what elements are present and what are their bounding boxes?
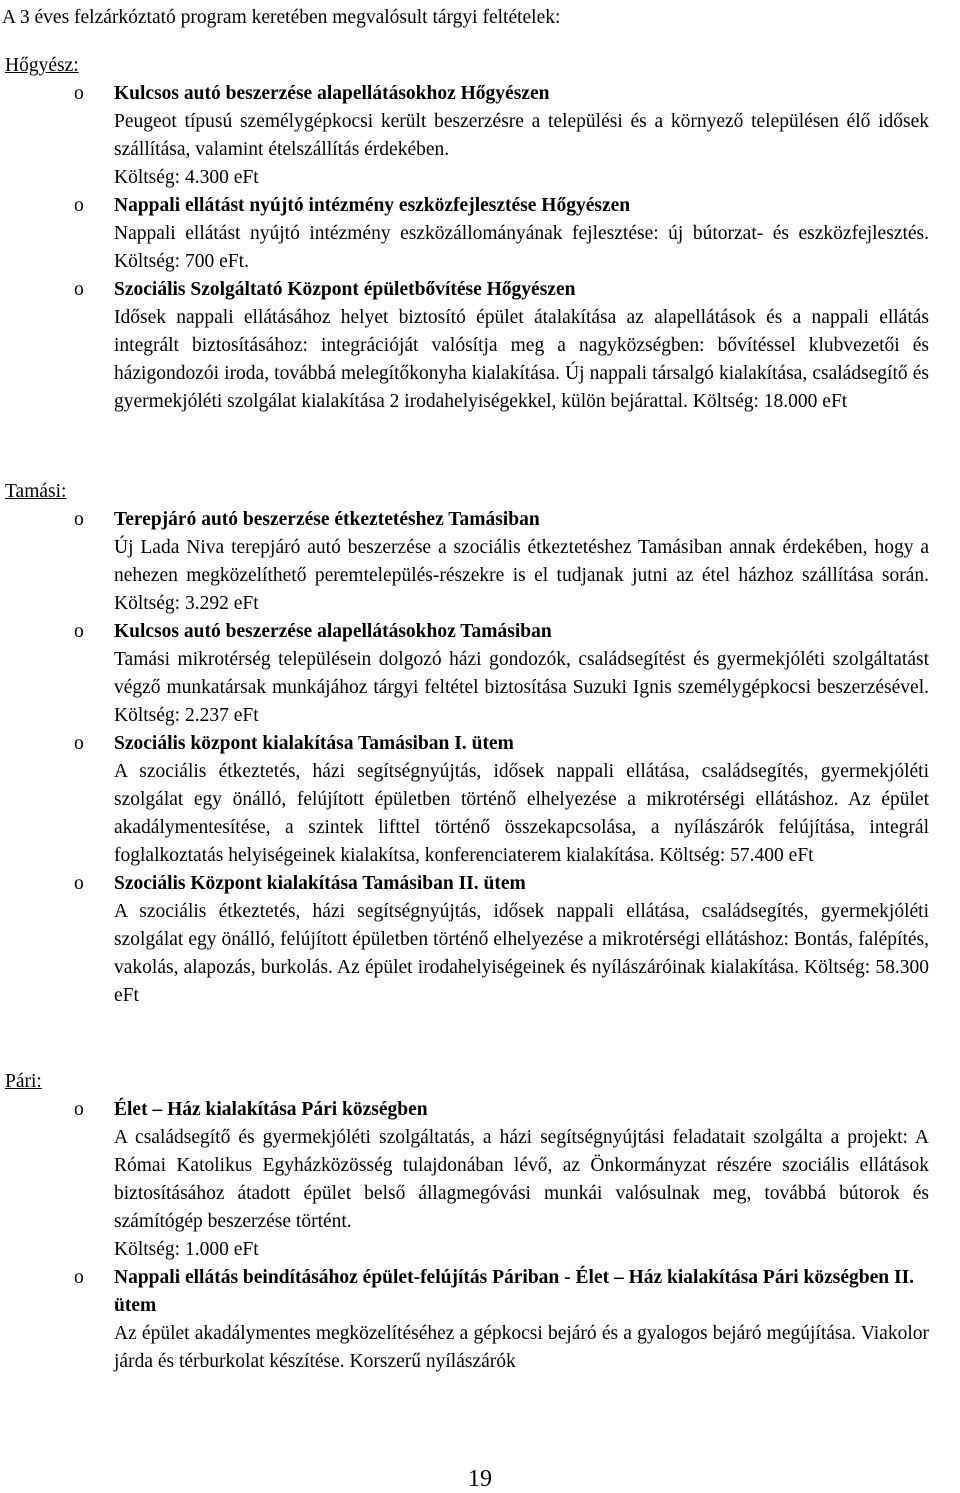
item-title: Szociális Szolgáltató Központ épületbővítése Hőgyészen bbox=[114, 279, 576, 300]
list-item bbox=[0, 618, 929, 730]
item-body: Peugeot típusú személygépkocsi került beszerzésre a települési és a környező településen élő idősek szállítása, valamint ételszállítás érdekében. bbox=[114, 111, 929, 160]
bullet: o bbox=[74, 1267, 84, 1288]
item-list bbox=[0, 1096, 960, 1376]
item-body: Új Lada Niva terepjáró autó beszerzése a szociális étkeztetéshez Tamásiban annak érdekében, hogy a nehezen megközelíthető peremtelepülés-részekre is el tudjanak jutni az étel házhoz szállítása során. Költség: 3.292 eFt bbox=[114, 537, 929, 614]
item-cost: Költség: 4.300 eFt bbox=[114, 167, 259, 188]
section-label: Tamási: bbox=[5, 481, 67, 502]
list-item bbox=[0, 870, 929, 1010]
bullet: o bbox=[74, 873, 84, 894]
item-body: Tamási mikrotérség településein dolgozó házi gondozók, családsegítést és gyermekjóléti szolgáltatást végző munkatársak munkájához tárgyi feltétel biztosítása Suzuki Ignis személygépkocsi beszerzésével. Költség: 2.237 eFt bbox=[114, 649, 929, 726]
item-title: Nappali ellátást nyújtó intézmény eszközfejlesztése Hőgyészen bbox=[114, 195, 631, 216]
list-item bbox=[0, 506, 929, 618]
bullet: o bbox=[74, 83, 84, 104]
bullet: o bbox=[74, 621, 84, 642]
item-cost: Költség: 1.000 eFt bbox=[114, 1239, 259, 1260]
item-body: A szociális étkeztetés, házi segítségnyújtás, idősek nappali ellátása, családsegítés, gyermekjóléti szolgálat egy önálló, felújított épületben történő elhelyezése a mikrotérségi ellátáshoz: Bontás, falépítés, vakolás, alapozás, burkolás. Az épület irodahelyiségeinek és nyílászáróinak kialakítása. Költség: 58.300 eFt bbox=[114, 901, 929, 1006]
section-label: Hőgyész: bbox=[5, 55, 79, 76]
bullet: o bbox=[74, 733, 84, 754]
item-title: Kulcsos autó beszerzése alapellátásokhoz Hőgyészen bbox=[114, 83, 550, 104]
bullet: o bbox=[74, 279, 84, 300]
list-item bbox=[0, 80, 929, 192]
section-label: Pári: bbox=[5, 1071, 42, 1092]
bullet: o bbox=[74, 509, 84, 530]
item-title: Kulcsos autó beszerzése alapellátásokhoz Tamásiban bbox=[114, 621, 552, 642]
item-body: Az épület akadálymentes megközelítéséhez a gépkocsi bejáró és a gyalogos bejáró megújítása. Viakolor járda és térburkolat készítése. Korszerű nyílászárók bbox=[114, 1323, 929, 1372]
page-number: 19 bbox=[468, 1466, 492, 1492]
item-title: Terepjáró autó beszerzése étkeztetéshez Tamásiban bbox=[114, 509, 540, 530]
item-list bbox=[0, 506, 960, 1010]
list-item bbox=[0, 1096, 929, 1264]
list-item bbox=[0, 730, 929, 870]
item-body: Idősek nappali ellátásához helyet biztosító épület átalakítása az alapellátások és a nappali ellátás integrált biztosításához: integrációját valósítja meg a nagyközségben: bővítéssel klubvezetői és házigondozói iroda, továbbá melegítőkonyha kialakítása. Új nappali társalgó kialakítása, családsegítő és gyermekjóléti szolgálat kialakítása 2 irodahelyiségekkel, külön bejárattal. Költség: 18.000 eFt bbox=[114, 307, 929, 412]
bullet: o bbox=[74, 195, 84, 216]
list-item bbox=[0, 1264, 929, 1376]
list-item bbox=[0, 192, 929, 276]
item-body: Nappali ellátást nyújtó intézmény eszközállományának fejlesztése: új bútorzat- és eszközfejlesztés. Költség: 700 eFt. bbox=[114, 223, 929, 272]
intro-heading: A 3 éves felzárkóztató program keretében megvalósult tárgyi feltételek: bbox=[2, 7, 561, 28]
item-body: A családsegítő és gyermekjóléti szolgáltatás, a házi segítségnyújtási feladatait szolgálta a projekt: A Római Katolikus Egyházközösség tulajdonában lévő, az Önkormányzat részére szociális ellátások biztosításához átadott épület belső állagmegóvási munkái valósulnak meg, továbbá bútorok és számítógép beszerzése történt. bbox=[114, 1127, 929, 1232]
item-title: Szociális Központ kialakítása Tamásiban II. ütem bbox=[114, 873, 526, 894]
item-title: Élet – Ház kialakítása Pári községben bbox=[114, 1099, 428, 1120]
item-title: Nappali ellátás beindításához épület-felújítás Páriban - Élet – Ház kialakítása Pári községben II. ütem bbox=[114, 1267, 915, 1316]
item-list bbox=[0, 80, 960, 416]
item-title: Szociális központ kialakítása Tamásiban I. ütem bbox=[114, 733, 514, 754]
list-item bbox=[0, 276, 929, 416]
bullet: o bbox=[74, 1099, 84, 1120]
item-body: A szociális étkeztetés, házi segítségnyújtás, idősek nappali ellátása, családsegítés, gyermekjóléti szolgálat egy önálló, felújított épületben történő elhelyezése a mikrotérségi ellátáshoz. Az épület akadálymentesítése, a szintek lifttel történő összekapcsolása, a nyílászárók felújítása, integrál foglalkoztatás helyiségeinek kialakítsa, konferenciaterem kialakítása. Költség: 57.400 eFt bbox=[114, 761, 929, 866]
